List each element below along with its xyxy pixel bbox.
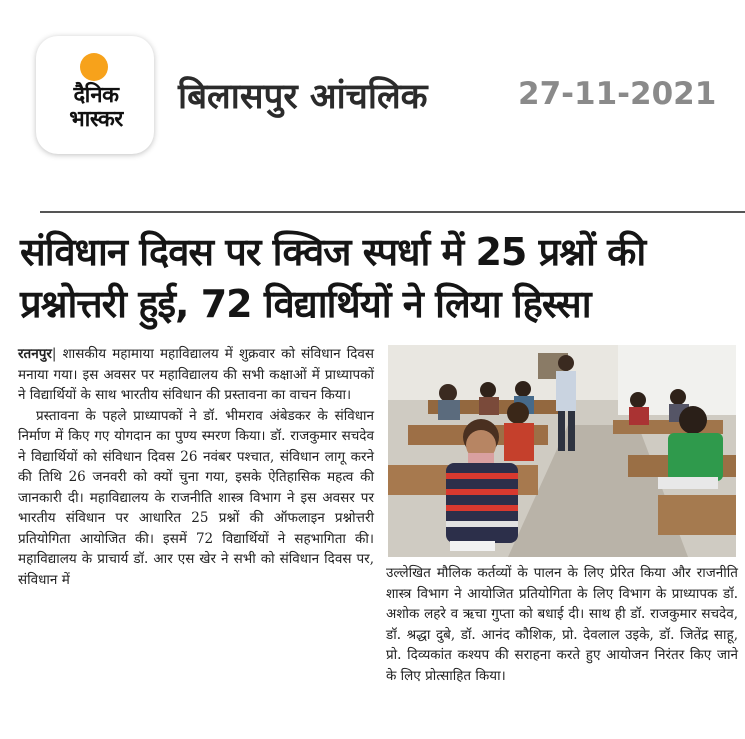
classroom-photo bbox=[388, 345, 736, 557]
edition-date: 27-11-2021 bbox=[518, 76, 717, 112]
paragraph-3: उल्लेखित मौलिक कर्तव्यों के पालन के लिए प्रेरित किया और राजनीति शास्त्र विभाग ने आयोजित प्रतियोगिता के लिए विभाग के प्राध्यापक डॉ. अशोक लहरे व ऋचा गुप्ता को बधाई दी। साथ ही डॉ. राजकुमार सचदेव, डॉ. श्रद्धा दुबे, डॉ. आनंद कौशिक, प्रो. देवलाल उइके, डॉ. जितेंद्र साहू, प्रो. दिव्यकांत कश्यप की सराहना करते हुए आयोजन निरंतर किए जाने के लिए प्रोत्साहित किया। bbox=[386, 565, 738, 684]
app-header bbox=[0, 0, 745, 190]
dateline: रतनपुर bbox=[18, 346, 52, 362]
top-divider bbox=[40, 211, 745, 213]
paragraph-2: प्रस्तावना के पहले प्राध्यापकों ने डॉ. भीमराव अंबेडकर के संविधान निर्माण में किए गए योगदान का पुण्य स्मरण किया। डॉ. राजकुमार सचदेव ने विद्यार्थियों को संविधान दिवस 26 नवंबर पश्चात, संविधान लागू करने की तिथि 26 जनवरी को क्यों चुना गया, इसके ऐतिहासिक महत्व की जानकारी दी। महाविद्यालय के राजनीति शास्त्र विभाग ने इस अवसर पर भारतीय संविधान पर आधारित 25 प्रश्नों की ऑफलाइन प्रश्नोत्तरी प्रतियोगिता आयोजित की। इसमें 72 विद्यार्थियों ने सहभागिता की। महाविद्यालय के प्राचार्य डॉ. आर एस खेर ने सभी को संविधान दिवस पर, संविधान में bbox=[18, 407, 374, 588]
paragraph-1 bbox=[18, 344, 374, 406]
article-photo bbox=[388, 345, 736, 557]
article-column-left bbox=[18, 344, 374, 590]
article-column-right bbox=[386, 563, 738, 686]
paragraph-1-text: शासकीय महामाया महाविद्यालय में शुक्रवार को संविधान दिवस मनाया गया। इस अवसर पर महाविद्यालय की सभी कक्षाओं में प्राध्यापकों ने विद्यार्थियों के साथ भारतीय संविधान की प्रस्तावना का वाचन किया। bbox=[18, 346, 374, 403]
sun-icon bbox=[80, 53, 108, 81]
article-headline: संविधान दिवस पर क्विज स्पर्धा में 25 प्रश्नों की प्रश्नोत्तरी हुई, 72 विद्यार्थियों ने लिया हिस्सा bbox=[20, 230, 646, 326]
logo-text: दैनिक भास्कर bbox=[69, 83, 123, 132]
edition-title: बिलासपुर आंचलिक bbox=[178, 77, 428, 117]
dateline-separator: | bbox=[51, 346, 63, 362]
